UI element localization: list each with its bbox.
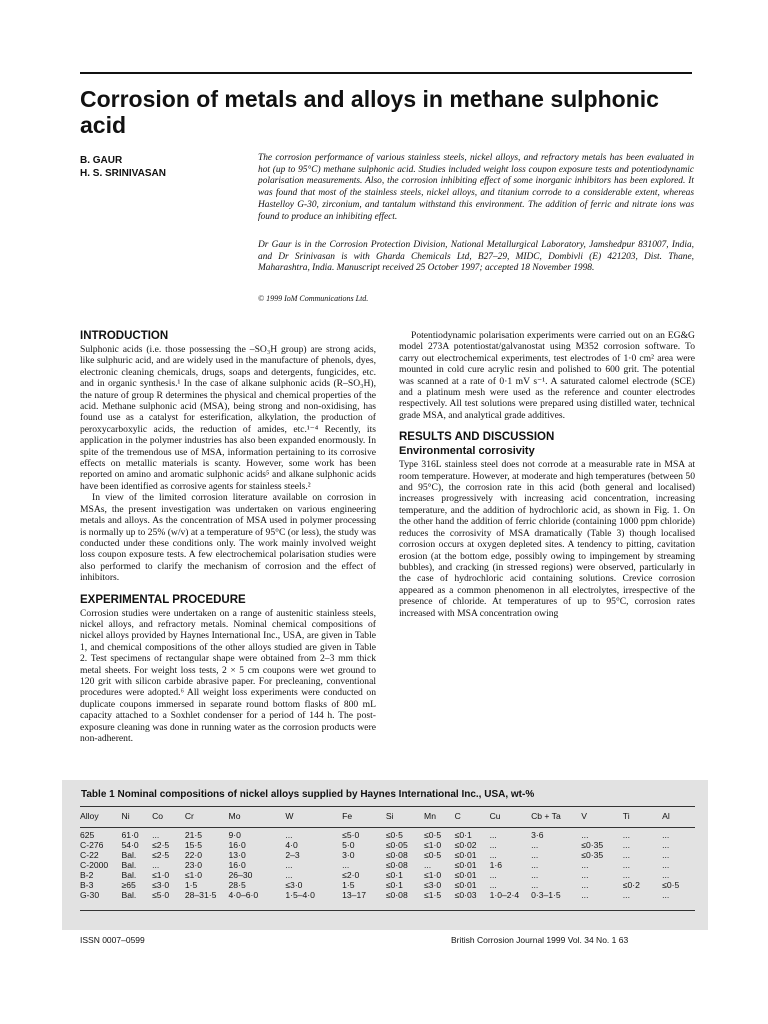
left-column xyxy=(80,330,376,744)
table-cell: ... xyxy=(489,830,497,840)
table-cell: ≤0·5 xyxy=(424,850,442,860)
journal-citation: British Corrosion Journal 1999 Vol. 34 No. 1 63 xyxy=(451,935,629,945)
table-cell: ≤3·0 xyxy=(152,880,170,890)
column-header: W xyxy=(285,811,294,821)
section-heading-results: RESULTS AND DISCUSSION xyxy=(399,431,555,444)
table-cell: ... xyxy=(489,840,497,850)
table-cell: G-30 xyxy=(80,890,100,900)
author-list xyxy=(80,154,166,180)
table-cell: ≤1·0 xyxy=(184,870,202,880)
table-cell: 1·6 xyxy=(489,860,502,870)
table-cell: ... xyxy=(342,860,350,870)
table-cell: ... xyxy=(662,850,670,860)
column-header: Mo xyxy=(228,811,241,821)
table-cell: ≤2·5 xyxy=(152,850,170,860)
right-column xyxy=(399,330,695,619)
composition-table xyxy=(80,810,695,900)
table-cell: ... xyxy=(662,870,670,880)
table-cell: Bal. xyxy=(121,870,137,880)
table-header-row xyxy=(80,810,695,830)
table-cell: ... xyxy=(489,880,497,890)
table-cell: 1·5–4·0 xyxy=(285,890,315,900)
table-cell: 625 xyxy=(80,830,95,840)
table-cell: 1·5 xyxy=(342,880,355,890)
table-cell: ≤1·0 xyxy=(424,870,442,880)
table-row xyxy=(80,840,695,850)
table-cell: Bal. xyxy=(121,890,137,900)
paragraph: In view of the limited corrosion literature available on corrosion in MSAs, the present investigation was undertaken on various engineering metals and alloys. As the concentration of MSA used in polymer processing is normally up to 25% (w/v) at a temperature of 95°C (or less), the study was conducted under these conditions only. The work mainly involved weight loss coupon exposure tests. A few electrochemical polarisation studies were also performed to clarify the mechanism of corrosion and the effect of inhibitors. xyxy=(80,492,376,584)
section-heading-introduction: INTRODUCTION xyxy=(80,330,169,342)
table-cell: ≤0·05 xyxy=(385,840,408,850)
table-row xyxy=(80,870,695,880)
table-cell: ... xyxy=(531,860,539,870)
table-cell: 54·0 xyxy=(121,840,139,850)
table-cell: C-22 xyxy=(80,850,99,860)
table-cell: ... xyxy=(424,860,432,870)
table-cell: Bal. xyxy=(121,850,137,860)
column-header: Al xyxy=(662,811,670,821)
table-cell: ≤2·0 xyxy=(342,870,360,880)
table-cell: ≥65 xyxy=(121,880,136,890)
table-cell: 1·5 xyxy=(184,880,198,890)
paragraph: Sulphonic acids (i.e. those possessing the –SO₃H group) are strong acids, like sulphuric acid, and are widely used in the manufacture of phenols, dyes, electronic cleaning chemicals, drugs, soaps and detergents, fungicides, etc. and in organic synthesis.¹ In the case of alkane sulphonic acids (R–SO₃H), the nature of group R determines the physical and chemical properties of the acid. Methane sulphonic acid (MSA), being strong and non-oxidising, has found use as a catalyst for esterification, alkylation, the production of peroxycarboxylic acids, the reduction of amides, etc.¹⁻⁴ Recently, its application in the polymer industries has also been expanded enormously. In spite of the tremendous use of MSA, information pertaining to its corrosive effects on metallic materials is scanty. However, some work has been reported on amino and aromatic sulphonic acids⁵ and alkane sulphonic acids have been identified as corrosive agents for stainless steels.² xyxy=(80,344,376,492)
table-cell: ≤0·5 xyxy=(424,830,442,840)
column-header: Si xyxy=(385,811,394,821)
table-cell: ≤3·0 xyxy=(424,880,442,890)
table-cell: ... xyxy=(152,860,160,870)
table-cell: ≤0·03 xyxy=(454,890,477,900)
table-cell: ≤5·0 xyxy=(152,890,170,900)
table-cell: 28·5 xyxy=(228,880,246,890)
table-cell: ... xyxy=(531,880,539,890)
column-header: Cb + Ta xyxy=(531,811,561,821)
table-cell: ≤0·01 xyxy=(454,860,477,870)
column-header: C xyxy=(454,811,461,821)
table-cell: Bal. xyxy=(121,860,137,870)
table-cell: C-2000 xyxy=(80,860,109,870)
table-cell: ≤0·35 xyxy=(581,840,604,850)
table-cell: ... xyxy=(285,830,293,840)
table-cell: 21·5 xyxy=(184,830,203,840)
table-cell: ≤0·01 xyxy=(454,870,477,880)
table-cell: ≤0·35 xyxy=(581,850,604,860)
table-cell: C-276 xyxy=(80,840,104,850)
table-cell: ... xyxy=(622,870,630,880)
table-cell: ≤0·08 xyxy=(385,860,408,870)
table-cell: ≤0·08 xyxy=(385,850,408,860)
table-cell: ... xyxy=(662,890,670,900)
table-cell: 1·0–2·4 xyxy=(489,890,520,900)
table-cell: ... xyxy=(531,870,539,880)
table-cell: 26–30 xyxy=(228,870,253,880)
table-row xyxy=(80,830,695,840)
affiliation-note: Dr Gaur is in the Corrosion Protection Division, National Metallurgical Laboratory, Jamshedpur 831007, India, and Dr Srinivasan is with Gharda Chemicals Ltd, B27–29, MIDC, Dombivli (E) 421203, Dist. Thane, Maharashtra, India. Manuscript received 25 October 1997; accepted 18 November 1998. xyxy=(258,240,694,274)
article-title: Corrosion of metals and alloys in methane sulphonic acid xyxy=(80,86,659,138)
table-cell: ... xyxy=(531,840,539,850)
column-header: Fe xyxy=(342,811,353,821)
table-cell: 13–17 xyxy=(342,890,367,900)
table-cell: ≤0·08 xyxy=(385,890,408,900)
table-cell: ... xyxy=(662,840,670,850)
table-row xyxy=(80,890,695,900)
table-cell: ≤2·5 xyxy=(152,840,170,850)
table-cell: 9·0 xyxy=(228,830,241,840)
table-rule xyxy=(80,910,695,911)
table-cell: 16·0 xyxy=(228,840,246,850)
table-row xyxy=(80,860,695,870)
table-cell: ... xyxy=(581,870,589,880)
table-cell: ... xyxy=(622,840,630,850)
table-cell: 22·0 xyxy=(184,850,203,860)
column-header: Cr xyxy=(184,811,194,821)
table-cell: ... xyxy=(152,830,160,840)
column-header: Ni xyxy=(121,811,130,821)
table-cell: ≤3·0 xyxy=(285,880,303,890)
subsection-heading: Environmental corrosivity xyxy=(399,445,535,458)
table-cell: ... xyxy=(662,830,670,840)
table-cell: ≤5·0 xyxy=(342,830,360,840)
table-cell: ≤0·5 xyxy=(385,830,403,840)
table-cell: ≤0·5 xyxy=(662,880,680,890)
table-cell: ≤0·01 xyxy=(454,880,477,890)
table-cell: 23·0 xyxy=(184,860,203,870)
column-header: Co xyxy=(152,811,164,821)
author-name: H. S. SRINIVASAN xyxy=(80,168,166,179)
table-cell: 0·3–1·5 xyxy=(531,890,561,900)
table-cell: ... xyxy=(581,880,589,890)
table-cell: 28–31·5 xyxy=(184,890,217,900)
copyright-line: © 1999 IoM Communications Ltd. xyxy=(258,294,369,303)
table-cell: 15·5 xyxy=(184,840,203,850)
table-cell: ... xyxy=(622,850,630,860)
table-cell: ≤0·2 xyxy=(622,880,640,890)
table-cell: 2–3 xyxy=(285,850,300,860)
table-cell: ... xyxy=(531,850,539,860)
table-row xyxy=(80,850,695,860)
table-caption: Table 1 Nominal compositions of nickel alloys supplied by Haynes International Inc., USA, wt-% xyxy=(81,789,535,800)
table-cell: 13·0 xyxy=(228,850,246,860)
section-heading-experimental: EXPERIMENTAL PROCEDURE xyxy=(80,593,246,606)
table-cell: 4·0 xyxy=(285,840,298,850)
table-cell: ... xyxy=(285,860,293,870)
column-header: Mn xyxy=(424,811,436,821)
top-rule xyxy=(80,72,692,74)
table-cell: ... xyxy=(622,860,630,870)
issn: ISSN 0007–0599 xyxy=(80,935,145,945)
column-header: V xyxy=(581,811,588,821)
table-cell: 3·0 xyxy=(342,850,355,860)
paragraph: Type 316L stainless steel does not corrode at a measurable rate in MSA at room temperature. However, at moderate and high temperatures (between 50 and 95°C), the corrosion rate in this acid (both general and localised) increases progressively with increasing acid concentration, increasing temperature, and the addition of hydrochloric acid, as shown in Fig. 1. On the other hand the addition of ferric chloride (containing 1000 ppm chloride) reduces the corrosivity of MSA dramatically (Table 3) though localised corrosion occurs at oxygen depleted sites. A tendency to pitting, cavitation erosion (at the bottom edge, possibly owing to impingement by streaming bubbles), and cracking (in stressed regions) were observed, particularly in the case of hydrochloric acid containing solutions. Crevice corrosion appeared as a common phenomenon in all electrolytes, irrespective of the presence of chloride. At temperatures of up to 95°C, corrosion rates increased with MSA concentration owing xyxy=(399,459,695,619)
table-cell: ≤0·1 xyxy=(385,870,403,880)
table-cell: 4·0–6·0 xyxy=(228,890,259,900)
table-row xyxy=(80,880,695,890)
table-cell: ... xyxy=(622,830,630,840)
table-cell: ≤0·1 xyxy=(454,830,472,840)
table-cell: ... xyxy=(285,870,293,880)
author-name: B. GAUR xyxy=(80,155,123,166)
paragraph: Potentiodynamic polarisation experiments were carried out on an EG&G model 273A potentiostat/galvanostat using M352 corrosion software. To carry out electrochemical experiments, test electrodes of 1·0 cm² area were mounted in cold cure acrylic resin and polished to 600 grit. The potential was scanned at a rate of 0·1 mV s⁻¹. A saturated calomel electrode (SCE) and a platinum mesh were used as the reference and counter electrodes respectively. All test solutions were prepared using distilled water, technical grade MSA, and analytical grade additives. xyxy=(399,330,695,421)
table-cell: ≤1·0 xyxy=(152,870,170,880)
table-cell: ... xyxy=(581,830,589,840)
paragraph: Corrosion studies were undertaken on a range of austenitic stainless steels, nickel alloys, and refractory metals. Nominal chemical compositions of nickel alloys provided by Haynes International Inc., USA, are given in Table 1, and chemical compositions of the other alloys studied are given in Table 2. Test specimens of rectangular shape were obtained from 2–3 mm thick metal sheets. For weight loss tests, 2 × 5 cm coupons were wet ground to 120 grit with silicon carbide abrasive paper. For precleaning, conventional procedures were adopted.⁶ All weight loss experiments were conducted on duplicate coupons immersed in separate round bottom flasks of 800 mL capacity attached to a Soxhlet condenser for a period of 144 h. The post-exposure cleaning was done in running water as the corrosion products were non-adherent. xyxy=(80,607,376,744)
table-cell: B-3 xyxy=(80,880,94,890)
table-cell: ≤0·02 xyxy=(454,840,477,850)
table-cell: 16·0 xyxy=(228,860,246,870)
column-header: Ti xyxy=(622,811,630,821)
table-cell: 5·0 xyxy=(342,840,355,850)
table-cell: ... xyxy=(489,850,497,860)
column-header: Cu xyxy=(489,811,501,821)
table-cell: 61·0 xyxy=(121,830,139,840)
table-cell: ... xyxy=(489,870,497,880)
table-cell: ≤1·0 xyxy=(424,840,442,850)
column-header: Alloy xyxy=(80,811,99,821)
table-cell: ... xyxy=(581,860,589,870)
table-cell: ... xyxy=(581,890,589,900)
table-cell: ≤1·5 xyxy=(424,890,442,900)
table-cell: ≤0·01 xyxy=(454,850,477,860)
table-cell: ≤0·1 xyxy=(385,880,403,890)
table-cell: 3·6 xyxy=(531,830,544,840)
table-cell: B-2 xyxy=(80,870,94,880)
abstract: The corrosion performance of various stainless steels, nickel alloys, and refractory metals has been evaluated in hot (up to 95°C) methane sulphonic acid. Studies included weight loss coupon exposure tests and potentiodynamic polarisation measurements. Also, the corrosion inhibiting effect of some inorganic inhibitors has been explored. It was found that most of the stainless steels, nickel alloys, and titanium corrode to a considerable extent, whereas Hastelloy G-30, zirconium, and tantalum withstand this environment. The addition of ferric and nitrate ions was found to produce an inhibiting effect. xyxy=(258,153,694,222)
table-cell: ... xyxy=(662,860,670,870)
table-rule xyxy=(80,806,695,807)
table-cell: ... xyxy=(622,890,630,900)
